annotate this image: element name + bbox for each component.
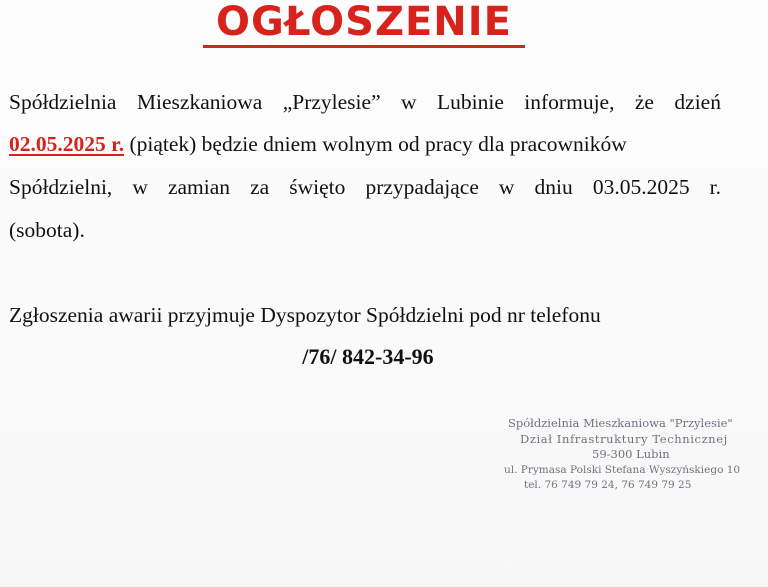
emergency-info: Zgłoszenia awarii przyjmuje Dyspozytor Spółdzielni pod nr telefonu	[9, 303, 601, 327]
word: 03.05.2025	[592, 175, 690, 199]
word: w	[132, 175, 148, 199]
stamp-street: ul. Prymasa Polski Stefana Wyszyńskiego 10	[504, 463, 741, 476]
word: r.	[709, 175, 721, 199]
word: zamian	[167, 175, 231, 199]
title-underline	[203, 45, 525, 48]
word: święto	[289, 175, 346, 199]
announcement-line-3	[9, 175, 721, 200]
word: w	[498, 175, 515, 199]
word: „Przylesie”	[282, 90, 381, 114]
announcement-line-1	[9, 90, 721, 115]
emergency-phone-number: /76/ 842-34-96	[302, 344, 434, 369]
word: Spółdzielni,	[9, 175, 113, 199]
word: że	[634, 90, 654, 114]
word: informuje,	[524, 90, 615, 114]
office-stamp	[496, 416, 756, 494]
word: przypadające	[365, 175, 479, 199]
announcement-line-2	[9, 132, 721, 157]
stamp-phones: tel. 76 749 79 24, 76 749 79 25	[524, 479, 692, 491]
announcement-line-4: (sobota).	[9, 218, 85, 242]
stamp-department: Dział Infrastruktury Technicznej	[520, 431, 728, 446]
word: dniu	[534, 175, 573, 199]
stamp-postal-city: 59-300 Lubin	[592, 447, 670, 461]
announcement-line-2-text: (piątek) będzie dniem wolnym od pracy dla pracowników	[129, 132, 627, 156]
word: w	[401, 90, 417, 114]
word: Lubinie	[437, 90, 504, 114]
word: Mieszkaniowa	[136, 90, 263, 114]
announcement-title: OGŁOSZENIE	[216, 0, 512, 45]
word: dzień	[674, 90, 721, 114]
free-day-date: 02.05.2025 r.	[9, 132, 125, 156]
stamp-org-name: Spółdzielnia Mieszkaniowa "Przylesie"	[508, 416, 733, 430]
word: za	[250, 175, 270, 199]
word: Spółdzielnia	[9, 90, 117, 114]
